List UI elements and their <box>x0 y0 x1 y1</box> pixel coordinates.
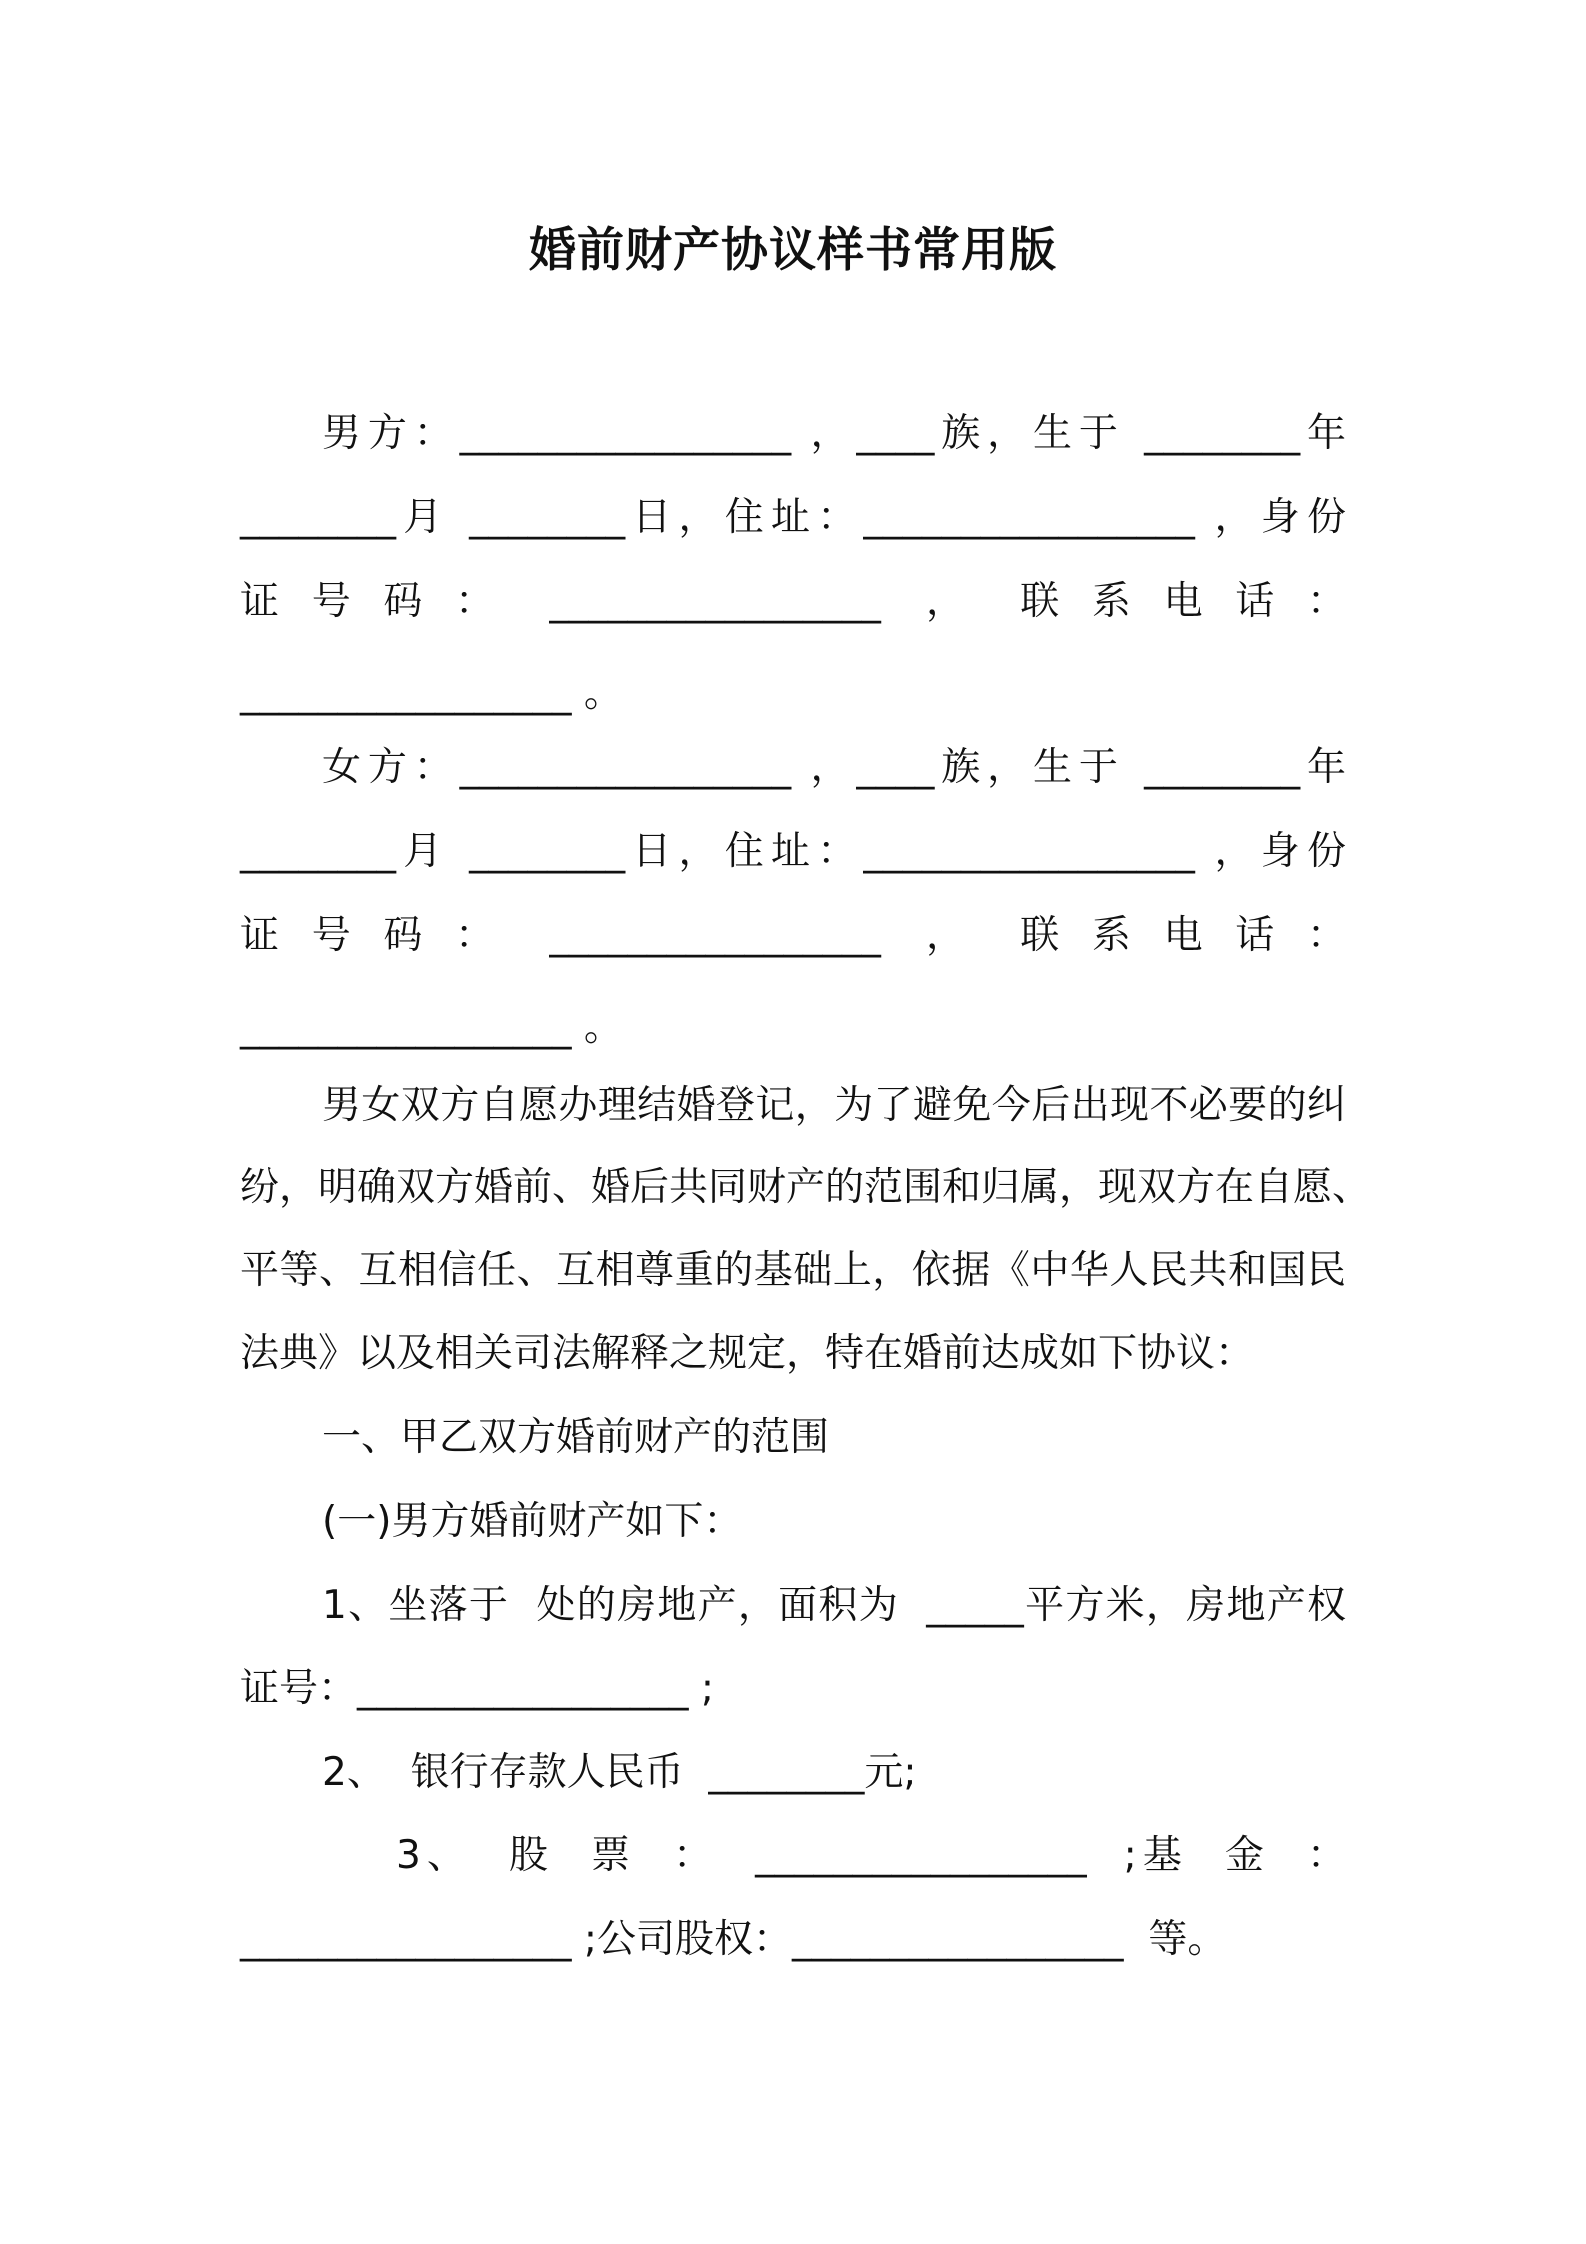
preamble-line-1: 男女双方自愿办理结婚登记，为了避免今后出现不必要的纠 <box>322 1083 1346 1128</box>
item-1-line-2: 证号：_________________ ; <box>240 1666 715 1711</box>
male-phone-blank-line: _________________ 。 <box>240 671 623 716</box>
document-title: 婚前财产协议样书常用版 <box>529 223 1057 278</box>
female-id-phone-line: 证 号 码 ： _________________ ， 联 系 电 话 ： <box>240 913 1346 958</box>
male-birth-address-line: ________月 ________日，住址：_________________ ，身份 <box>240 495 1346 540</box>
preamble-line-2: 纷，明确双方婚前、婚后共同财产的范围和归属，现双方在自愿、 <box>240 1165 1372 1210</box>
preamble-line-3: 平等、互相信任、互相尊重的基础上，依据《中华人民共和国民 <box>240 1248 1346 1293</box>
female-birth-address-line: ________月 ________日，住址：_________________ ，身份 <box>240 829 1346 874</box>
section-heading-1: 一、甲乙双方婚前财产的范围 <box>322 1415 830 1460</box>
item-1-line-1: 1、坐落于 处的房地产，面积为 _____平方米，房地产权 <box>322 1583 1346 1628</box>
female-name-line: 女方：_________________ ，____族，生于 ________年 <box>322 745 1346 790</box>
item-3-line-1: 3、 股 票 ： _________________ ;基 金 ： <box>396 1833 1346 1878</box>
female-phone-blank-line: _________________ 。 <box>240 1005 623 1050</box>
subsection-heading-1: (一)男方婚前财产如下： <box>322 1499 743 1544</box>
male-id-phone-line: 证 号 码 ： _________________ ， 联 系 电 话 ： <box>240 579 1346 624</box>
item-2-line: 2、 银行存款人民币 ________元; <box>322 1750 917 1795</box>
male-name-line: 男方：_________________ ，____族，生于 ________年 <box>322 411 1346 456</box>
preamble-line-4: 法典》以及相关司法解释之规定，特在婚前达成如下协议： <box>240 1331 1255 1376</box>
item-3-line-2: _________________ ;公司股权：_________________ 等。 <box>240 1917 1227 1962</box>
